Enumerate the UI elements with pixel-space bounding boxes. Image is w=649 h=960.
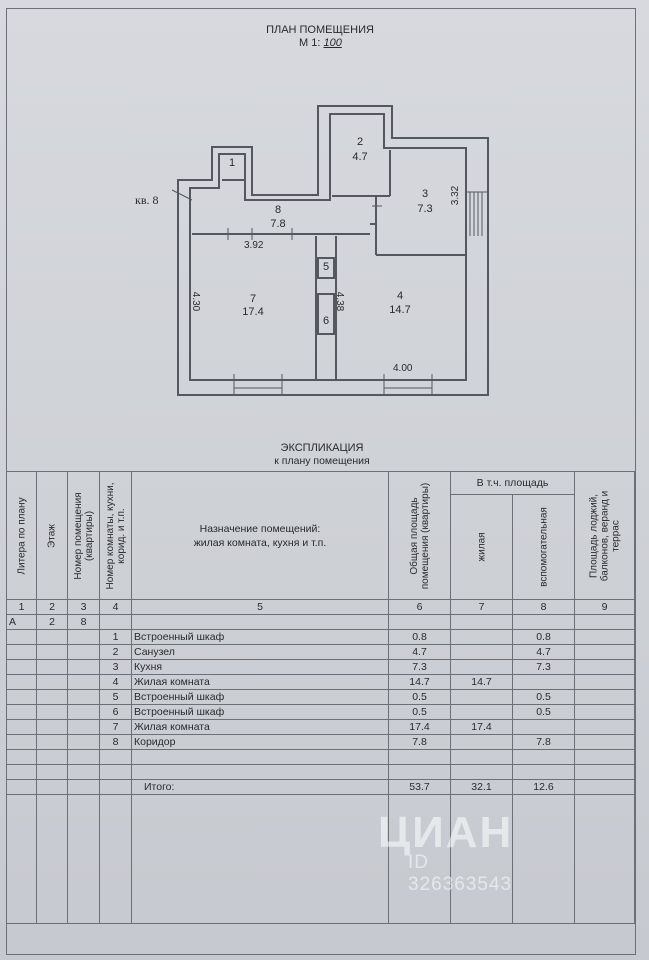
table-row: 1 Встроенный шкаф 0.8 0.8 (7, 630, 635, 645)
dimension-3-92: 3.92 (244, 240, 264, 251)
room-4-area: 14.7 (389, 304, 411, 316)
room-8-number: 8 (274, 204, 282, 216)
room-7-area: 17.4 (242, 306, 264, 318)
room-1-number: 1 (228, 157, 236, 169)
room-4-number: 4 (396, 290, 404, 302)
dimension-3-32: 3.32 (450, 185, 462, 206)
scale-prefix: М 1: (299, 37, 321, 49)
total-living-value: 32.1 (451, 780, 513, 795)
header-purpose: Назначение помещений: жилая комната, кухня и т.п. (132, 472, 389, 600)
total-area-value: 53.7 (389, 780, 451, 795)
total-label: Итого: (132, 780, 389, 795)
table-row: 4 Жилая комната 14.7 14.7 (7, 675, 635, 690)
explication-title: ЭКСПЛИКАЦИЯ (280, 442, 364, 454)
dimension-4-38: 4.38 (334, 291, 346, 312)
room-3-area: 7.3 (417, 203, 433, 215)
watermark-brand: ЦИАН (378, 808, 514, 857)
room-number-value: 8 (68, 615, 100, 630)
total-row (7, 780, 635, 795)
inner-wall-outline (190, 114, 466, 380)
empty-row (7, 750, 635, 765)
table-row: 2 Санузел 4.7 4.7 (7, 645, 635, 660)
watermark-id: ID 326363543 (408, 852, 513, 895)
explication-subtitle: к плану помещения (274, 455, 370, 467)
litera-value: А (7, 615, 37, 630)
header-aux: вспомогательная (513, 495, 575, 600)
table-row: 6 Встроенный шкаф 0.5 0.5 (7, 705, 635, 720)
header-balcony-area: Площадь лоджий, балконов, веранд и террас (575, 472, 635, 600)
room-8-area: 7.8 (270, 218, 286, 230)
room-7-number: 7 (249, 293, 257, 305)
explication-table (6, 471, 635, 924)
apartment-label: кв. 8 (135, 193, 159, 207)
floor-value: 2 (37, 615, 68, 630)
header-litera: Литера по плану (7, 472, 37, 600)
room-2-number: 2 (356, 136, 364, 148)
room-2-area: 4.7 (352, 151, 368, 163)
header-incl-area: В т.ч. площадь (451, 472, 575, 495)
room-5-number: 5 (322, 261, 330, 273)
apartment-row (7, 615, 635, 630)
scale-value: 100 (323, 37, 342, 49)
header-room-number: Номер помещения (квартиры) (68, 472, 100, 600)
dimension-4-30: 4.30 (190, 291, 202, 312)
header-living: жилая (451, 495, 513, 600)
table-row: 3 Кухня 7.3 7.3 (7, 660, 635, 675)
table-row: 8 Коридор 7.8 7.8 (7, 735, 635, 750)
plan-title: ПЛАН ПОМЕЩЕНИЯ (266, 24, 374, 36)
table-row: 7 Жилая комната 17.4 17.4 (7, 720, 635, 735)
column-number-row: 1 2 3 4 5 6 7 8 9 (7, 600, 635, 615)
room-6-number: 6 (322, 315, 330, 327)
total-aux-value: 12.6 (513, 780, 575, 795)
header-floor: Этаж (37, 472, 68, 600)
header-total-area: Общая площадь помещения (квартиры) (389, 472, 451, 600)
empty-row (7, 765, 635, 780)
floor-plan (0, 0, 649, 470)
dimension-4-00: 4.00 (393, 363, 413, 374)
room-3-number: 3 (421, 188, 429, 200)
header-sub-number: Номер комнаты, кухни, корид. и т.п. (100, 472, 132, 600)
outer-wall-outline (178, 106, 488, 395)
table-row: 5 Встроенный шкаф 0.5 0.5 (7, 690, 635, 705)
